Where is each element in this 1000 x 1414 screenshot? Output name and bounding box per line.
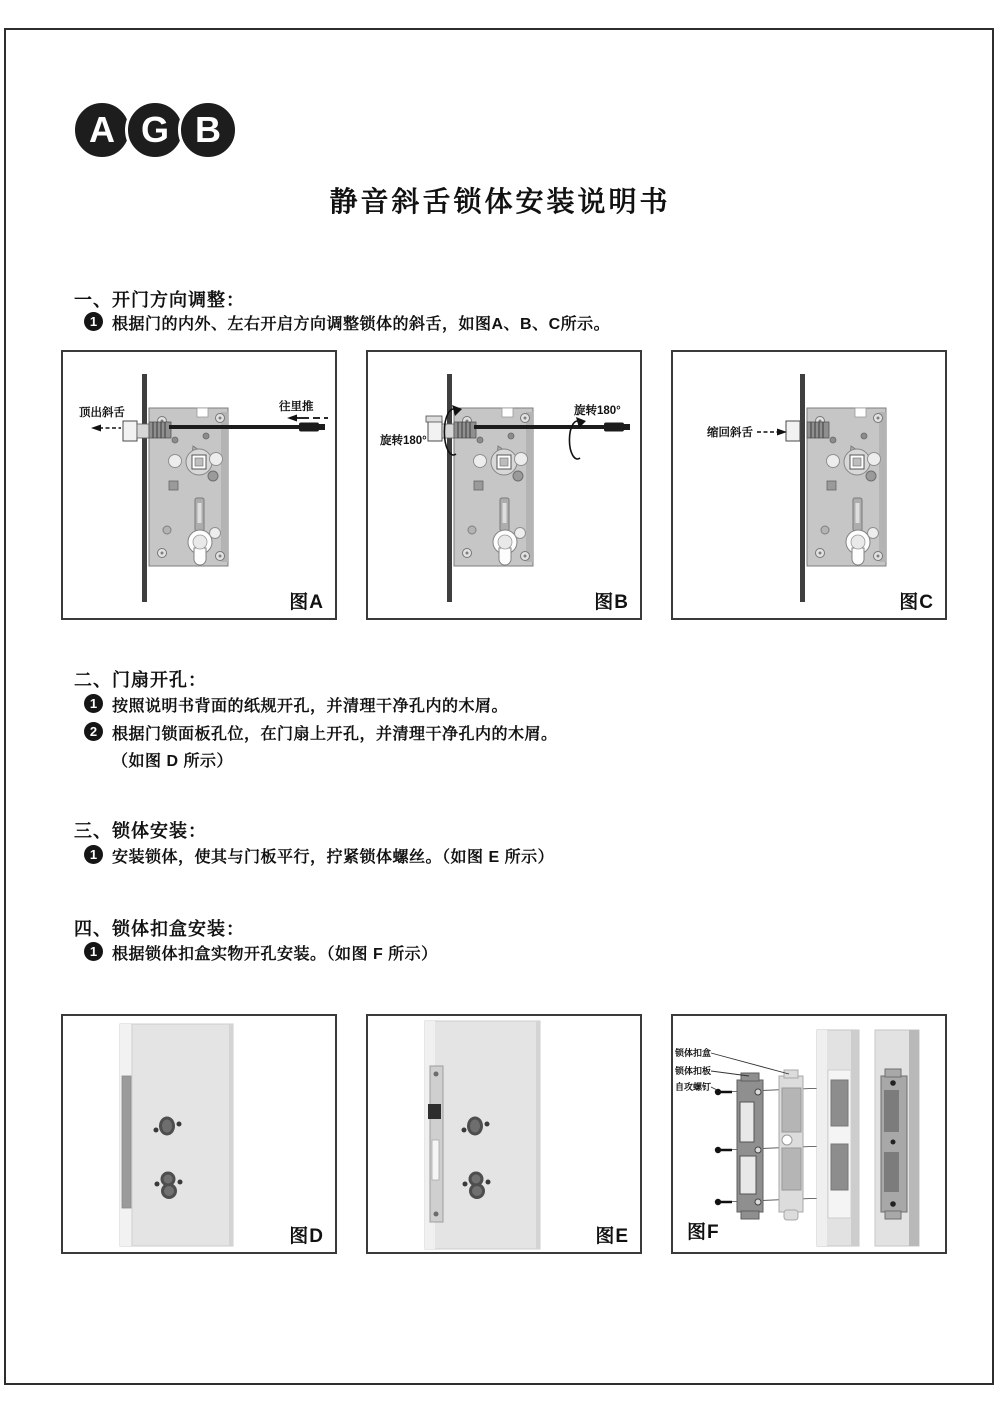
section-3-step-1 xyxy=(84,844,554,867)
leader-line xyxy=(711,1087,717,1090)
figure-c-box xyxy=(671,350,947,620)
figure-a-left-annotation: 顶出斜舌 xyxy=(79,407,125,419)
strike-plate-screw-hole xyxy=(755,1089,761,1095)
screw-hole xyxy=(177,1122,182,1127)
screw-hole xyxy=(154,1128,159,1133)
figure-a-box xyxy=(61,350,337,620)
screws-label: 自攻螺钉 xyxy=(675,1082,712,1092)
strike-box-label: 锁体扣盒 xyxy=(675,1048,712,1058)
installed-screw xyxy=(890,1201,896,1207)
door-shade xyxy=(536,1021,540,1249)
screw-hole xyxy=(486,1180,491,1185)
figure-b-box xyxy=(366,350,642,620)
step-text: 根据门锁面板孔位，在门扇上开孔，并清理干净孔内的木屑。 xyxy=(112,726,558,743)
cylinder-hole-inner xyxy=(472,1186,482,1196)
strike-box-tab xyxy=(784,1210,798,1220)
latch-retracted xyxy=(786,421,800,441)
cylinder-hole-inner xyxy=(472,1175,481,1184)
step-text: 按照说明书背面的纸规开孔，并清理干净孔内的木屑。 xyxy=(112,698,509,715)
figure-d-caption: 图D xyxy=(287,1221,326,1248)
agb-logo xyxy=(72,100,238,160)
frame-shade xyxy=(851,1030,859,1246)
step-text: 安装锁体，使其与门板平行，拧紧锁体螺丝。（如图 E 所示） xyxy=(112,849,555,866)
figure-d-box xyxy=(61,1014,337,1254)
figure-f-box xyxy=(671,1014,947,1254)
strike-plate-tab xyxy=(741,1211,759,1219)
latch-bolt xyxy=(428,1104,441,1119)
faceplate-screw xyxy=(434,1072,439,1077)
step-number-badge: 1 xyxy=(84,312,103,331)
section-2-step-2-continuation: （如图 D 所示） xyxy=(112,753,233,770)
strike-plate-tab xyxy=(741,1073,759,1081)
door-shade xyxy=(229,1024,233,1246)
deadbolt-slot xyxy=(432,1140,439,1180)
latch-spring xyxy=(807,422,829,438)
handle-hole-inner xyxy=(162,1120,172,1133)
step-number-badge: 1 xyxy=(84,942,103,961)
page-title: 静音斜舌锁体安装说明书 xyxy=(329,186,671,217)
step-number-badge: 1 xyxy=(84,845,103,864)
push-arrow-head xyxy=(287,415,297,422)
frame-highlight xyxy=(817,1030,827,1246)
installed-pocket xyxy=(884,1152,899,1192)
section-2-step-1 xyxy=(84,693,508,716)
installed-plate-tab xyxy=(885,1069,901,1077)
figure-e-door-diagram xyxy=(368,1016,640,1252)
figure-e-box xyxy=(366,1014,642,1254)
section-1-step-1 xyxy=(84,311,610,334)
installed-pocket xyxy=(884,1090,899,1132)
strike-plate-cutout xyxy=(740,1102,754,1142)
figure-b-caption: 图B xyxy=(592,587,631,614)
installed-screw xyxy=(890,1080,896,1086)
screw-hole xyxy=(462,1128,467,1133)
strike-box-hole xyxy=(782,1135,792,1145)
figure-e-caption: 图E xyxy=(593,1221,631,1248)
figure-b-left-annotation: 旋转180° xyxy=(380,435,427,447)
screw-hole xyxy=(178,1180,183,1185)
screw-hole xyxy=(485,1122,490,1127)
cylinder-hole-inner xyxy=(164,1175,173,1184)
figure-c-lock-diagram xyxy=(673,352,945,618)
faceplate-screw xyxy=(434,1212,439,1217)
step-text: 根据锁体扣盒实物开孔安装。（如图 F 所示） xyxy=(112,946,438,963)
strike-plate-label: 锁体扣板 xyxy=(675,1066,712,1076)
installed-screw xyxy=(891,1140,896,1145)
figure-c-caption: 图C xyxy=(897,587,936,614)
figure-c-annotation: 缩回斜舌 xyxy=(707,427,753,439)
strike-box-pocket xyxy=(782,1088,801,1132)
section-2-step-2 xyxy=(84,721,558,744)
mortise-slot xyxy=(122,1076,131,1208)
strike-plate-cutout xyxy=(740,1156,756,1194)
strike-box-pocket xyxy=(782,1148,801,1190)
figure-d-door-diagram xyxy=(63,1016,335,1252)
lock-body-illustration xyxy=(800,374,886,602)
figure-a-caption: 图A xyxy=(287,587,326,614)
section-4-step-1 xyxy=(84,941,438,964)
leader-line xyxy=(711,1053,789,1074)
logo-letter-g: G xyxy=(125,100,185,160)
section-4-heading: 四、锁体扣盒安装： xyxy=(74,919,245,939)
strike-plate-screw-hole xyxy=(755,1147,761,1153)
latch-cube-top xyxy=(426,416,442,422)
strike-plate-screw-hole xyxy=(755,1199,761,1205)
figure-a-right-annotation: 往里推 xyxy=(279,401,314,413)
lock-body-illustration xyxy=(142,374,228,602)
figure-a-lock-diagram xyxy=(63,352,335,618)
logo-letter-a: A xyxy=(72,100,132,160)
cylinder-hole-inner xyxy=(164,1186,174,1196)
strike-box-tab xyxy=(784,1070,798,1078)
step-number-badge: 1 xyxy=(84,694,103,713)
section-1-heading: 一、开门方向调整： xyxy=(74,290,245,310)
figure-b-lock-diagram xyxy=(368,352,640,618)
installed-plate-tab xyxy=(885,1211,901,1219)
eject-arrow-head xyxy=(91,425,101,432)
step-text: 根据门的内外、左右开启方向调整锁体的斜舌，如图A、B、C所示。 xyxy=(112,316,611,333)
screw-hole xyxy=(463,1182,468,1187)
logo-letter-b: B xyxy=(178,100,238,160)
latch-extended xyxy=(428,421,476,441)
frame-mortise-lower xyxy=(831,1144,848,1190)
screw-hole xyxy=(155,1182,160,1187)
latch-extended xyxy=(123,421,171,441)
handle-hole-inner xyxy=(470,1120,480,1133)
section-3-heading: 三、锁体安装： xyxy=(74,821,207,841)
figure-b-right-annotation: 旋转180° xyxy=(574,405,621,417)
step-number-badge: 2 xyxy=(84,722,103,741)
frame-mortise-upper xyxy=(831,1080,848,1126)
figure-f-caption: 图F xyxy=(685,1217,722,1244)
door-panel xyxy=(120,1024,233,1246)
frame-shade xyxy=(909,1030,919,1246)
self-tapping-screws xyxy=(715,1089,732,1205)
section-2-heading: 二、门扇开孔： xyxy=(74,670,207,690)
